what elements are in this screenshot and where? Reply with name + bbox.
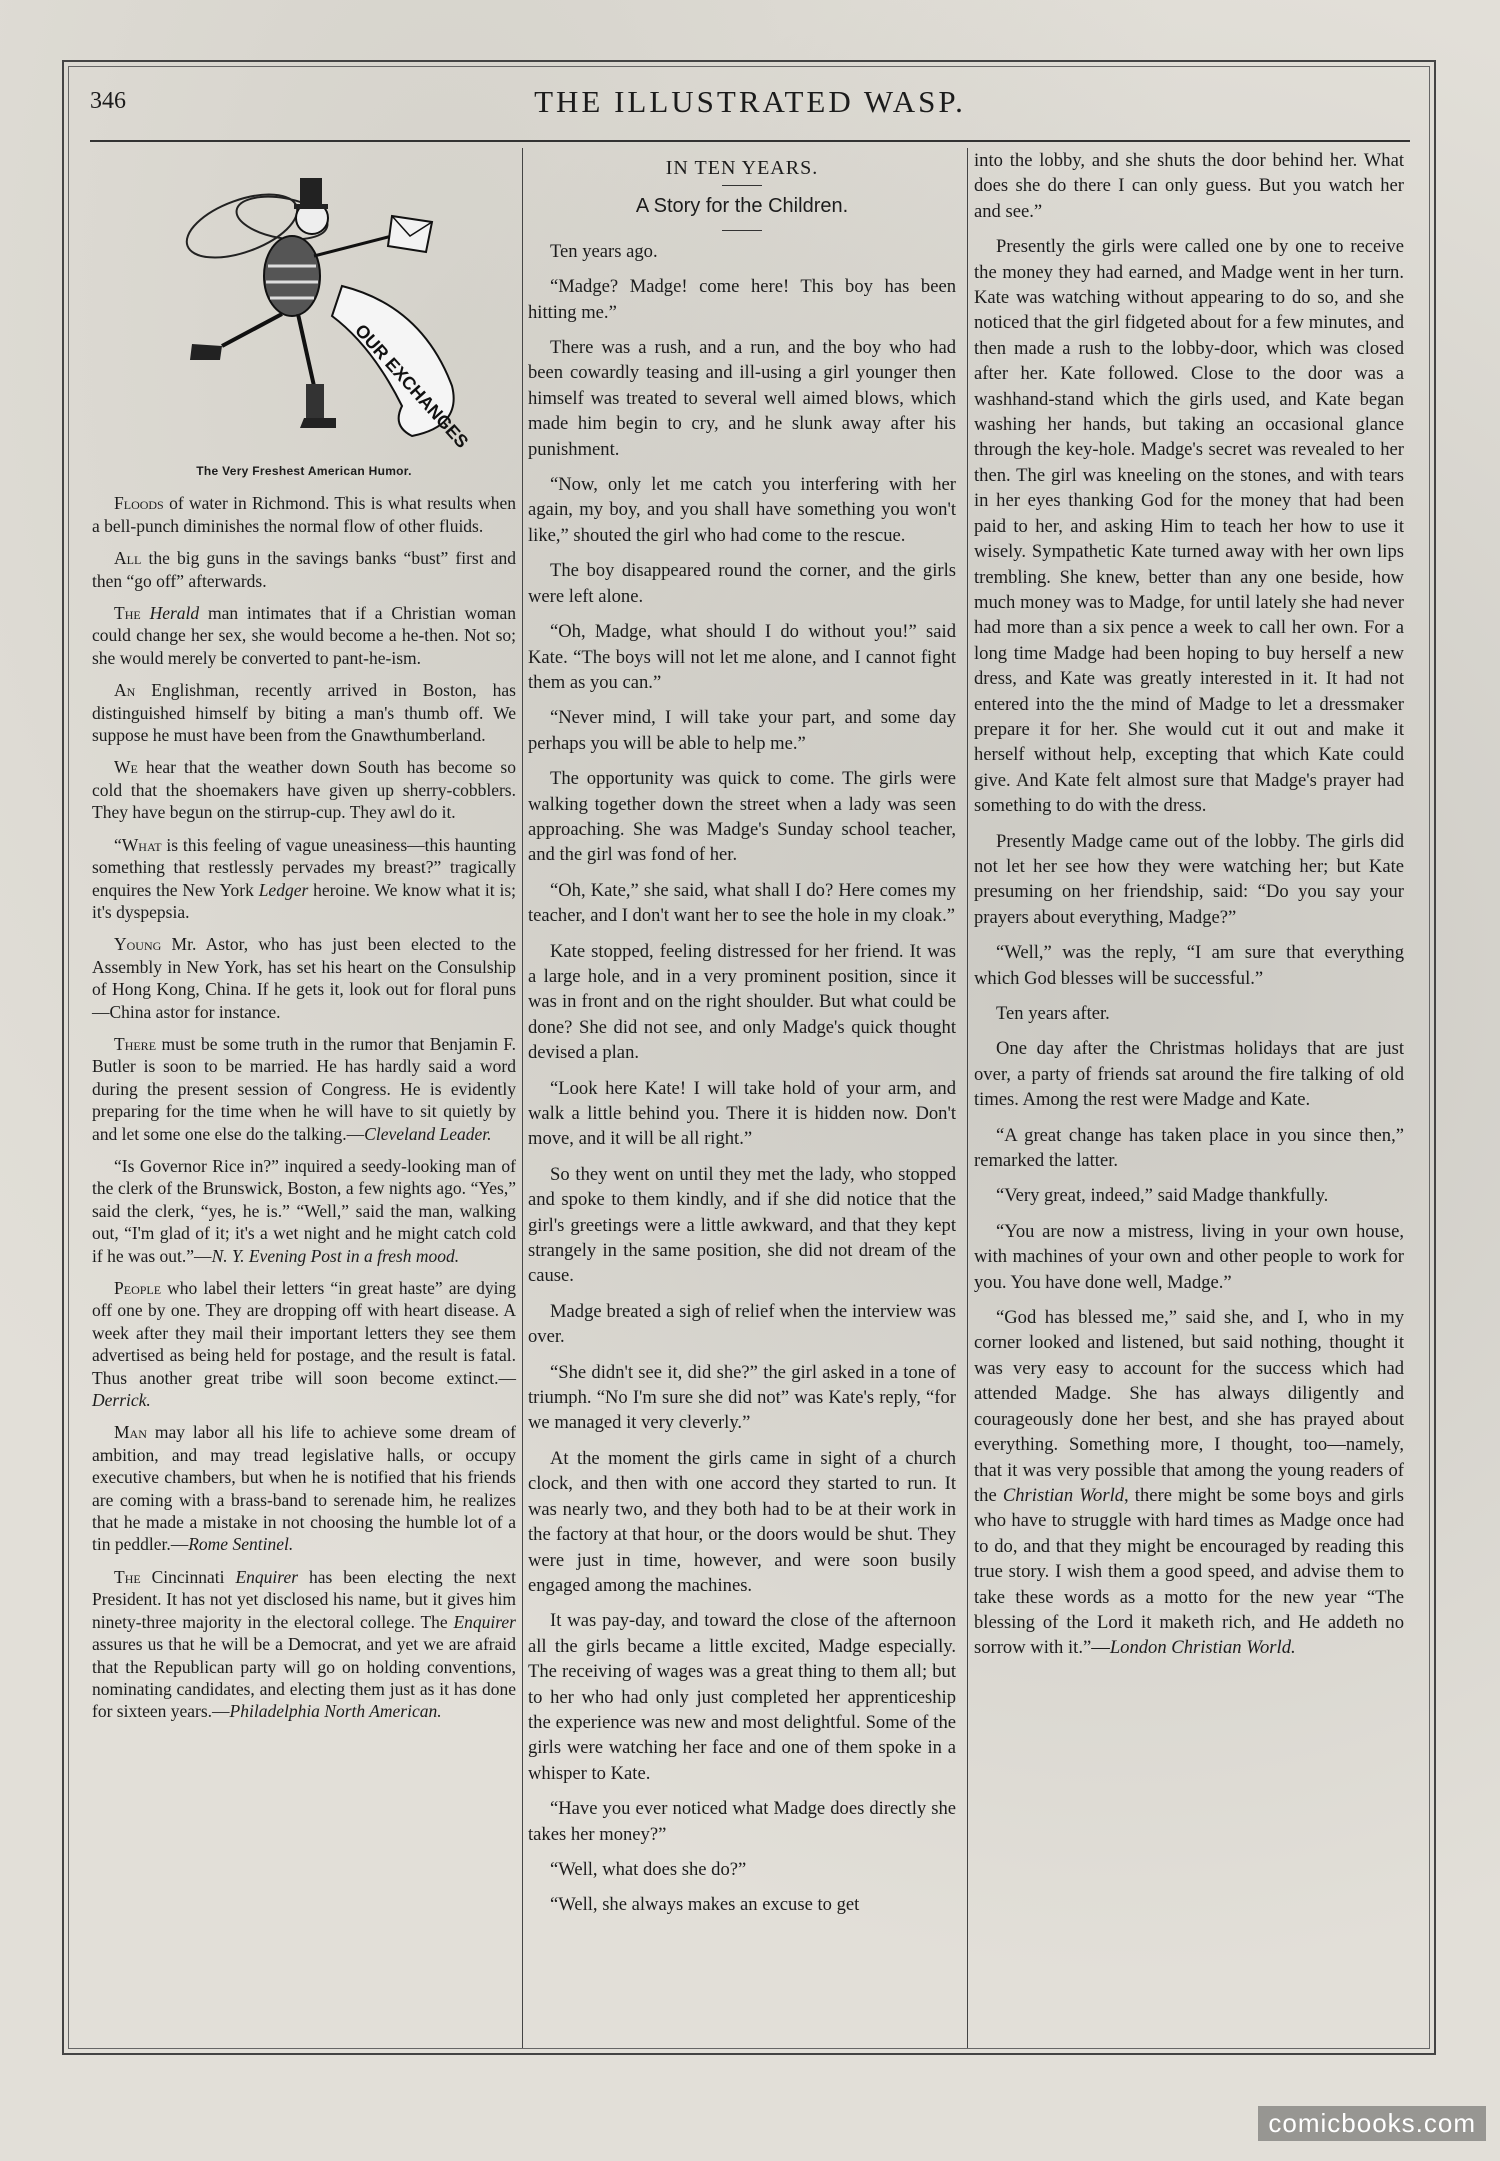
page-number: 346	[90, 88, 126, 114]
story-paragraph: “She didn't see it, did she?” the girl asked in a tone of triumph. “No I'm sure she did not” was Kate's reply, “for we managed it very cleverly.”	[528, 1361, 956, 1434]
story-paragraph: “You are now a mistress, living in your own house, with machines of your own and other people to work for you. You have done well, Madge.”	[974, 1220, 1404, 1293]
illustration-caption: The Very Freshest American Humor.	[196, 464, 412, 478]
story-paragraph: “Oh, Madge, what should I do without you!” said Kate. “The boys will not let me alone, and I cannot fight them as you can.”	[528, 621, 956, 693]
item-uneasiness: “What is this feeling of vague uneasiness—this haunting something that restlessly pervades my breast?” tragically enquires the New York Ledger heroine. We know what it is; it's dyspepsia.	[92, 834, 516, 922]
story-paragraph: It was pay-day, and toward the close of the afternoon all the girls became a little excited, Madge especially. The receiving of wages was a great thing to them all; but to her who had only just completed her apprenticeship the experience was new and most delightful. Some of the girls were watching her face and one of them spoke in a whisper to Kate.	[528, 1610, 956, 1784]
item-weather-south: We hear that the weather down South has become so cold that the shoemakers have given up sherry-cobblers. They have begun on the stirrup-cup. They awl do it.	[92, 757, 516, 823]
item-herald: The Herald man intimates that if a Christian woman could change her sex, she would become a he-then. Not so; she would merely be converted to pant-he-ism.	[92, 603, 517, 668]
item-big-guns: All the big guns in the savings banks “bust” first and then “go off” afterwards.	[92, 548, 516, 591]
story-paragraph: Kate stopped, feeling distressed for her friend. It was a large hole, and in a very prominent position, since it was in front and on the right shoulder. But what could be done? She did not see, and only Madge's quick thought devised a plan.	[528, 940, 956, 1064]
page-header	[90, 80, 1410, 136]
story-paragraph: The opportunity was quick to come. The girls were walking together down the street when a lady was seen approaching. She was Madge's Sunday school teacher, and the girl was fond of her.	[528, 768, 956, 866]
banner-text: OUR EXCHANGES	[351, 320, 473, 452]
item-floods: Floods of water in Richmond. This is what results when a bell-punch diminishes the normal flow of other fluids.	[92, 493, 516, 536]
story-paragraph: At the moment the girls came in sight of a church clock, and then with one accord they started to run. It was nearly two, and they both had to be at their work in the factory at that hour, or the doors would be shut. They were just in time, however, and were soon busily engaged among the machines.	[528, 1447, 956, 1596]
story-title: IN TEN YEARS.	[665, 157, 819, 179]
item-butler: There must be some truth in the rumor that Benjamin F. Butler is soon to be married. He has hardly said a word during the present session of Congress. He is evidently preparing for the time when he will have to sit quietly by and let some one else do the talking.—Cleveland Leader.	[92, 1033, 516, 1144]
item-enquirer: The Cincinnati Enquirer has been electing the next President. It has not yet disclosed his name, but it gives him ninety-three majority in the electoral college. The Enquirer assures us that he will be a Democrat, and yet we are afraid that the Republican party will go on holding conventions, nominating candidates, and electing them just as it has done for sixteen years.—Philadelphia North American.	[92, 1566, 517, 1722]
item-ambition: Man may labor all his life to achieve some dream of ambition, and may tread legislative halls, or occupy executive chambers, but when he is notified that his friends are coming with a brass-band to serenade him, he realizes that he made a mistake in not choosing the humble lot of a tin peddler.—Rome Sentinel.	[92, 1422, 516, 1555]
story-paragraph: “Look here Kate! I will take hold of your arm, and walk a little behind you. There it is hidden now. Don't move, and it will be all right.”	[528, 1077, 956, 1150]
story-paragraph: “Never mind, I will take your part, and some day perhaps you will be able to help me.”	[528, 707, 956, 754]
story-paragraph: So they went on until they met the lady, who stopped and spoke to them kindly, and if she did notice that the girl's greetings were a little awkward, and that they kept strangely in the same position, she did not dream of the cause.	[528, 1163, 956, 1287]
column-story-part1	[528, 148, 956, 1928]
story-paragraph: “Very great, indeed,” said Madge thankfully.	[996, 1185, 1329, 1207]
header-rule	[90, 140, 1410, 142]
story-paragraph: Presently the girls were called one by one to receive the money they had earned, and Madge went in her turn. Kate was watching without appearing to do so, and she noticed that the girl fidgeted about for a few minutes, and then made a rush to the lobby-door, which was closed after her. Kate followed. Close to the door was a washhand-stand which the girls used, and Kate began washing her hands, but taking an occasional glance through the key-hole. Madge's secret was revealed to her then. The girl was kneeling on the stones, and with tears in her eyes thanking God for the money that had been paid to her, and asking Him to teach her how to use it wisely. Sympathetic Kate turned away with her own lips trembling. She knew, better than any one beside, how much money was to Madge, for until lately she had never had more than a six pence a week to call her own. For a long time Madge had been hoping to buy herself a new dress, and Kate was greatly interested in it. It had not entered into the the mind of Madge to let a dressmaker prepare it for her. She would cut it out and make it herself without help, excepting that which Kate could give. And Kate felt almost sure that Madge's prayer had something to do with the dress.	[974, 236, 1404, 817]
story-paragraph: One day after the Christmas holidays that are just over, a party of friends sat around the fire talking of old times. Among the rest were Madge and Kate.	[974, 1038, 1404, 1111]
story-paragraph: “A great change has taken place in you since then,” remarked the latter.	[974, 1124, 1404, 1172]
story-paragraph: Madge breated a sigh of relief when the interview was over.	[528, 1300, 956, 1348]
story-paragraph: “Oh, Kate,” she said, what shall I do? Here comes my teacher, and I don't want her to see the hole in my cloak.”	[528, 879, 956, 927]
subtitle-rule	[722, 230, 762, 231]
story-subtitle: A Story for the Children.	[635, 195, 849, 218]
title-rule	[722, 185, 762, 186]
wasp-messenger-illustration	[92, 156, 516, 456]
story-paragraph: Ten years ago.	[550, 240, 658, 262]
item-governor-rice: “Is Governor Rice in?” inquired a seedy-looking man of the clerk of the Brunswick, Boston, a few nights ago. “Yes,” said the clerk, “yes, he is.” “Well,” said the man, walking out, “I'm glad of it; it's a wet night and he might catch cold if he was out.”—N. Y. Evening Post in a fresh mood.	[92, 1155, 516, 1266]
story-paragraph: “Have you ever noticed what Madge does directly she takes her money?”	[528, 1798, 956, 1845]
column-divider-right	[967, 148, 968, 2048]
story-paragraph: “Well,” was the reply, “I am sure that everything which God blesses will be successful.”	[974, 942, 1404, 989]
story-paragraph: “Madge? Madge! come here! This boy has been hitting me.”	[528, 276, 956, 323]
wasp-icon	[92, 156, 516, 456]
item-letters: People who label their letters “in great haste” are dying off one by one. They are dropping off with heart disease. A week after they mail their important letters they see them advertised as being held for postage, and the result is fatal. Thus another great tribe will soon become extinct.—Derrick.	[92, 1278, 516, 1411]
story-paragraph: There was a rush, and a run, and the boy who had been cowardly teasing and ill-using a girl younger then himself was treated to several well aimed blows, which made him begin to cry, and he slunk away after his punishment.	[528, 337, 956, 460]
column-exchanges	[92, 148, 516, 1733]
story-final-paragraph: “God has blessed me,” said she, and I, who in my corner looked and listened, but said nothing, thought it was very easy to account for the success which had attended Madge. She has always diligently and courageously done her best, and she has prayed about everything. Something more, I thought, too—namely, that it was very possible that among the young readers of the Christian World, there might be some boys and girls who have to struggle with hard times as Madge once had to do, and that they might be encouraged by reading this true story. I wish them a good speed, and advise them to take these words as a motto for the new year “The blessing of the Lord it maketh rich, and He addeth no sorrow with it.”—London Christian World.	[974, 1307, 1404, 1659]
paper-title: THE ILLUSTRATED WASP.	[534, 84, 966, 119]
story-paragraph: Ten years after.	[996, 1003, 1110, 1024]
column-divider-left	[522, 148, 523, 2048]
column-story-part2	[974, 148, 1404, 1671]
story-paragraph: Presently Madge came out of the lobby. The girls did not let her see how they were watching her; but Kate presuming on her friendship, said: “Do you say your prayers about everything, Madge?”	[974, 830, 1404, 928]
story-paragraph: “Well, what does she do?”	[550, 1858, 747, 1880]
story-paragraph: The boy disappeared round the corner, and the girls were left alone.	[528, 560, 956, 607]
item-astor: Young Mr. Astor, who has just been elected to the Assembly in New York, has set his heart on the Consulship of Hong Kong, China. If he gets it, look out for floral puns—China astor for instance.	[92, 934, 516, 1022]
story-paragraph: “Well, she always makes an excuse to get	[550, 1894, 860, 1916]
item-englishman: An Englishman, recently arrived in Boston, has distinguished himself by biting a man's thumb off. We suppose he must have been from the Gnawthumberland.	[92, 680, 516, 746]
story-paragraph: “Now, only let me catch you interfering with her again, my boy, and you shall have something you won't like,” shouted the girl who had come to the rescue.	[528, 474, 956, 546]
site-watermark: comicbooks.com	[1258, 2106, 1486, 2141]
story-paragraph-continued: into the lobby, and she shuts the door behind her. What does she do there I can only guess. But you watch her and see.”	[974, 150, 1404, 222]
